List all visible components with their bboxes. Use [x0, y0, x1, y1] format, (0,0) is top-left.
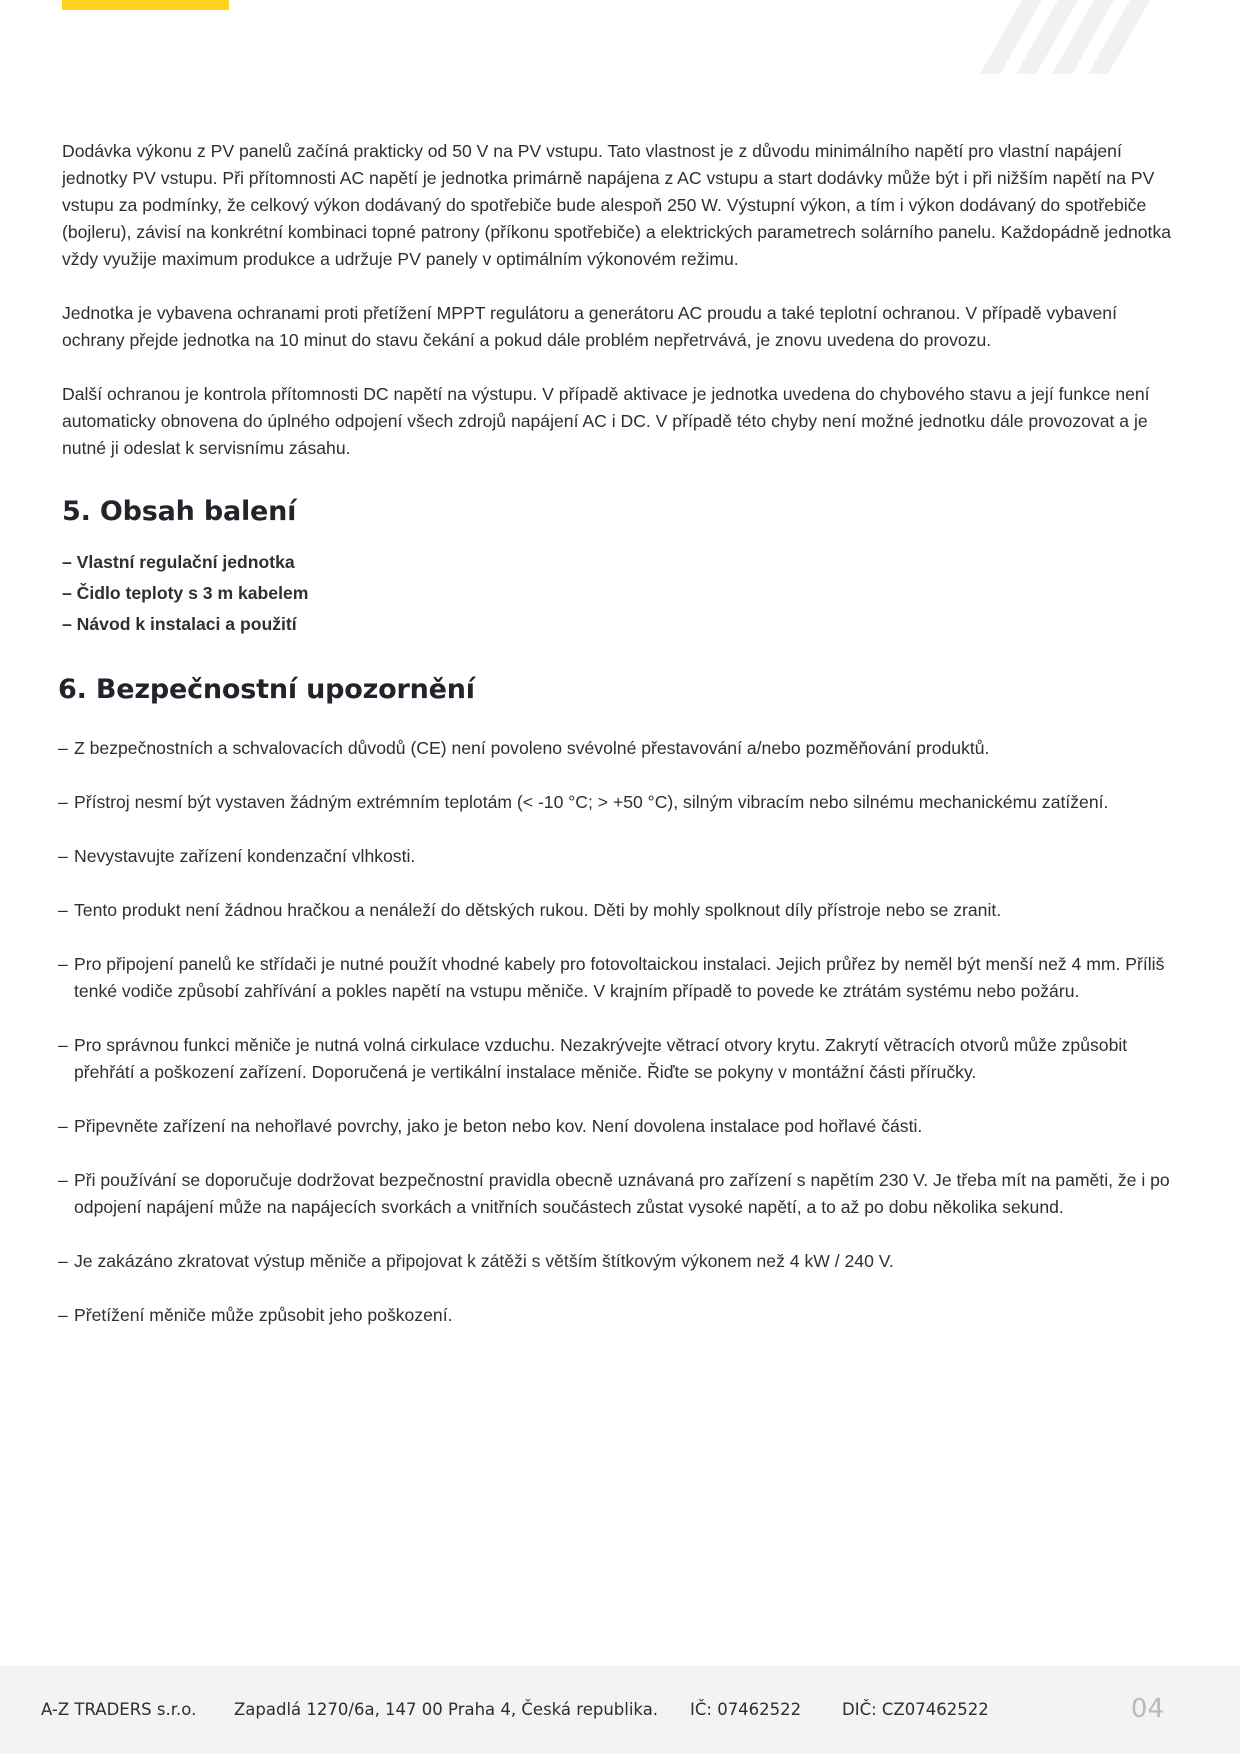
- document-body: [58, 138, 1172, 1356]
- footer-dic: DIČ: CZ07462522: [842, 1700, 989, 1719]
- list-dash: –: [58, 738, 68, 758]
- safety-item-text: Přístroj nesmí být vystaven žádným extrémním teplotám (< -10 °C; > +50 °C), silným vibracím nebo silnému mechanickému zatížení.: [74, 792, 1109, 812]
- footer-ico: IČ: 07462522: [690, 1700, 802, 1719]
- safety-item-text: Připevněte zařízení na nehořlavé povrchy, jako je beton nebo kov. Není dovolena instalace pod hořlavé části.: [74, 1116, 923, 1136]
- footer-company: A-Z TRADERS s.r.o.: [41, 1700, 197, 1719]
- header-accent-bar: [62, 0, 229, 10]
- safety-item-text: Při používání se doporučuje dodržovat bezpečnostní pravidla obecně uznávaná pro zařízení s napětím 230 V. Je třeba mít na paměti, že i po odpojení napájení může na napájecích svorkách a vnitřních součástech zůstat vysoké napětí, a to až po dobu několika sekund.: [74, 1170, 1170, 1217]
- package-item: – Vlastní regulační jednotka: [62, 552, 295, 572]
- section-6-title: 6. Bezpečnostní upozornění: [58, 674, 475, 705]
- safety-item: [58, 897, 1172, 924]
- header-stripes-decoration: [980, 0, 1170, 74]
- section-5-title: 5. Obsah balení: [62, 496, 297, 527]
- list-dash: –: [58, 1035, 68, 1055]
- safety-item: [58, 1248, 1172, 1275]
- safety-item-text: Z bezpečnostních a schvalovacích důvodů (CE) není povoleno svévolné přestavování a/nebo pozměňování produktů.: [74, 738, 990, 758]
- safety-item-text: Nevystavujte zařízení kondenzační vlhkosti.: [74, 846, 416, 866]
- footer-address: Zapadlá 1270/6a, 147 00 Praha 4, Česká republika.: [234, 1700, 659, 1719]
- list-dash: –: [58, 1305, 68, 1325]
- page-number: 04: [1130, 1694, 1164, 1724]
- safety-item: [58, 1113, 1172, 1140]
- safety-item: [58, 843, 1172, 870]
- safety-item: [58, 735, 1172, 762]
- dc-protection-paragraph: Další ochranou je kontrola přítomnosti DC napětí na výstupu. V případě aktivace je jednotka uvedena do chybového stavu a její funkce není automaticky obnovena do úplného odpojení všech zdrojů napájení AC i DC. V případě této chyby není možné jednotku dále provozovat a je nutné ji odeslat k servisnímu zásahu.: [62, 384, 1150, 458]
- page-footer: [0, 1666, 1240, 1754]
- safety-warnings-list: [58, 735, 1172, 1329]
- list-dash: –: [58, 900, 68, 920]
- safety-item: [58, 1032, 1172, 1086]
- list-dash: –: [58, 846, 68, 866]
- list-dash: –: [58, 1116, 68, 1136]
- safety-item-text: Přetížení měniče může způsobit jeho poškození.: [74, 1305, 453, 1325]
- package-item: – Návod k instalaci a použití: [62, 614, 297, 634]
- safety-item-text: Pro správnou funkci měniče je nutná volná cirkulace vzduchu. Nezakrývejte větrací otvory krytu. Zakrytí větracích otvorů může způsobit přehřátí a poškození zařízení. Doporučená je vertikální instalace měniče. Řiďte se pokyny v montážní části příručky.: [74, 1035, 1128, 1082]
- safety-item: [58, 951, 1172, 1005]
- safety-item-text: Je zakázáno zkratovat výstup měniče a připojovat k zátěži s větším štítkovým výkonem než 4 kW / 240 V.: [74, 1251, 894, 1271]
- list-dash: –: [58, 1251, 68, 1271]
- safety-item: [58, 1302, 1172, 1329]
- list-dash: –: [58, 954, 68, 974]
- safety-item-text: Tento produkt není žádnou hračkou a nenáleží do dětských rukou. Děti by mohly spolknout díly přístroje nebo se zranit.: [74, 900, 1002, 920]
- list-dash: –: [58, 792, 68, 812]
- protection-paragraph: Jednotka je vybavena ochranami proti přetížení MPPT regulátoru a generátoru AC proudu a také teplotní ochranou. V případě vybavení ochrany přejde jednotka na 10 minut do stavu čekání a pokud dále problém nepřetrvává, je znovu uvedena do provozu.: [62, 303, 1117, 350]
- safety-item: [58, 1167, 1172, 1221]
- safety-item: [58, 789, 1172, 816]
- intro-paragraph: Dodávka výkonu z PV panelů začíná prakticky od 50 V na PV vstupu. Tato vlastnost je z důvodu minimálního napětí pro vlastní napájení jednotky PV vstupu. Při přítomnosti AC napětí je jednotka primárně napájena z AC vstupu a start dodávky může být i při nižším napětí na PV vstupu za podmínky, že celkový výkon dodávaný do spotřebiče bude alespoň 250 W. Výstupní výkon, a tím i výkon dodávaný do spotřebiče (bojleru), závisí na konkrétní kombinaci topné patrony (příkonu spotřebiče) a elektrických parametrech solárního panelu. Každopádně jednotka vždy využije maximum produkce a udržuje PV panely v optimálním výkonovém režimu.: [62, 141, 1172, 269]
- package-item: – Čidlo teploty s 3 m kabelem: [62, 583, 309, 603]
- list-dash: –: [58, 1170, 68, 1190]
- safety-item-text: Pro připojení panelů ke střídači je nutné použít vhodné kabely pro fotovoltaickou instalaci. Jejich průřez by neměl být menší než 4 mm. Příliš tenké vodiče způsobí zahřívání a pokles napětí na vstupu měniče. V krajním případě to povede ke ztrátám systému nebo požáru.: [74, 954, 1165, 1001]
- package-contents-list: [62, 547, 1172, 640]
